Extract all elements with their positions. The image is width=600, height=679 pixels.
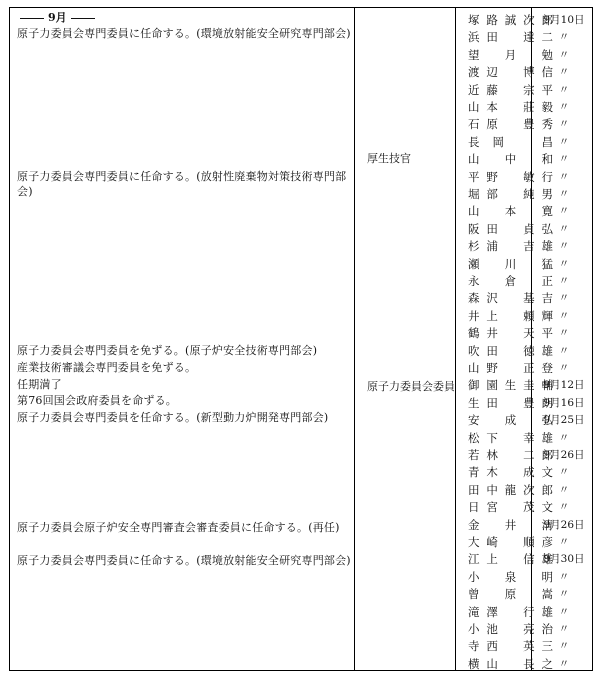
appointment-date: 〃 [558,483,570,496]
action-text: 原子力委員会専門委員を免ずる。(原子炉安全技術専門部会) [17,344,318,357]
appointee-name: 吹田 徳雄 [468,343,554,358]
action-text: 原子力委員会専門委員に任命する。(放射性廃棄物対策技術専門部会) [17,170,347,198]
appointment-date: 〃 [558,31,570,44]
appointee-name: 山 中 和 [468,152,554,167]
appointment-date: 〃 [558,48,570,61]
column-divider-post [455,8,456,670]
appointment-date: 9月30日 [543,553,585,566]
appointment-date: 〃 [558,362,570,374]
appointment-date: 〃 [558,222,570,235]
appointment-date: 〃 [558,657,570,670]
action-text: 原子力委員会専門委員に任命する。(環境放射能安全研究専門部会) [17,27,351,40]
month-header [16,11,99,25]
appointee-name: 平野 敏行 [468,169,554,184]
month-label: 9月 [48,11,67,24]
appointee-name: 山本 莊毅 [468,100,554,114]
action-text: 原子力委員会原子炉安全専門審査会審査委員に任命する。(再任) [17,521,340,534]
appointee-name: 近藤 宗平 [468,82,554,97]
appointee-name: 鶴井 天平 [468,326,554,341]
appointee-name: 大崎 順彦 [468,535,554,549]
appointment-date: 〃 [558,83,570,96]
appointee-name: 滝澤 行雄 [468,604,554,619]
appointment-date: 〃 [558,605,570,618]
appointment-date: 〃 [558,135,570,148]
appointee-name: 永 倉 正 [468,274,554,288]
action-text: 原子力委員会専門委員を任命する。(新型動力炉開発専門部会) [17,411,329,424]
appointment-date: 〃 [558,588,570,601]
appointment-date: 〃 [558,257,570,270]
appointee-name: 渡辺 博信 [468,65,554,80]
appointee-name: 山野 正登 [468,361,554,375]
appointment-date: 9月25日 [543,414,585,427]
appointment-date: 〃 [558,501,570,514]
appointment-date: 〃 [558,623,570,635]
post-title: 厚生技官 [367,152,411,165]
appointment-date: 〃 [558,570,570,583]
appointment-date: 9月26日 [543,449,585,461]
action-text: 任期満了 [17,378,62,391]
appointee-name: 御園生圭輔 [468,378,554,393]
appointment-date: 〃 [558,344,570,357]
appointment-date: 〃 [558,275,570,287]
appointee-name: 横山 長之 [468,656,554,671]
appointee-name: 日宮 茂文 [468,500,554,515]
appointment-date: 9月12日 [543,379,585,392]
appointee-name: 浜田 達二 [468,30,554,45]
appointment-date: 〃 [558,466,570,479]
appointment-date: 〃 [558,170,570,183]
appointment-date: 9月26日 [543,518,585,531]
appointee-name: 塚路誠次郎 [468,13,554,27]
dash-left [20,18,44,19]
appointment-date: 〃 [558,153,570,166]
appointment-date: 〃 [558,640,570,653]
appointee-name: 若林 二郎 [468,448,554,462]
appointment-date: 9月16日 [543,396,585,409]
appointee-name: 青木 成文 [468,465,554,480]
appointee-name: 望 月 勉 [468,47,554,62]
appointment-date: 〃 [558,327,570,340]
appointment-date: 9月10日 [543,14,585,26]
dash-right [71,18,95,19]
appointee-name: 石原 豊秀 [468,117,554,132]
appointee-name: 曾 原 嵩 [468,587,554,602]
appointee-name: 寺西 英三 [468,639,554,654]
appointee-name: 小池 亮治 [468,622,554,636]
appointee-name: 森沢 基吉 [468,291,554,306]
appointment-date: 〃 [558,118,570,131]
appointment-date: 〃 [558,431,570,444]
appointee-name: 堀部 純男 [468,187,554,201]
action-text: 産業技術審議会専門委員を免ずる。 [17,361,197,374]
appointee-name: 阪田 貞弘 [468,221,554,236]
appointee-name: 生田 豊朗 [468,395,554,410]
column-divider-action [354,8,355,670]
appointee-name: 金 井 清 [468,517,554,532]
appointment-date: 〃 [558,536,570,548]
appointments-table [9,7,593,671]
action-text: 原子力委員会専門委員に任命する。(環境放射能安全研究専門部会) [17,554,351,567]
appointee-name: 長岡 昌 [468,134,554,149]
appointee-name: 瀬 川 猛 [468,256,554,271]
appointee-name: 田中龍次郎 [468,482,554,497]
action-text: 第76回国会政府委員を命ずる。 [17,394,177,407]
appointee-name: 安 成 弘 [468,413,554,428]
appointee-name: 松下 幸雄 [468,430,554,445]
appointee-name: 山 本 寛 [468,204,554,219]
appointee-name: 小 泉 明 [468,569,554,584]
appointee-name: 井上 頼輝 [468,308,554,323]
appointment-date: 〃 [558,101,570,113]
appointment-date: 〃 [558,205,570,218]
appointment-date: 〃 [558,188,570,200]
appointment-date: 〃 [558,240,570,253]
appointee-name: 杉浦 吉雄 [468,239,554,254]
appointment-date: 〃 [558,292,570,305]
appointee-name: 江上 信雄 [468,552,554,567]
appointment-date: 〃 [558,66,570,79]
appointment-date: 〃 [558,309,570,322]
post-title: 原子力委員会委員 [367,380,455,393]
